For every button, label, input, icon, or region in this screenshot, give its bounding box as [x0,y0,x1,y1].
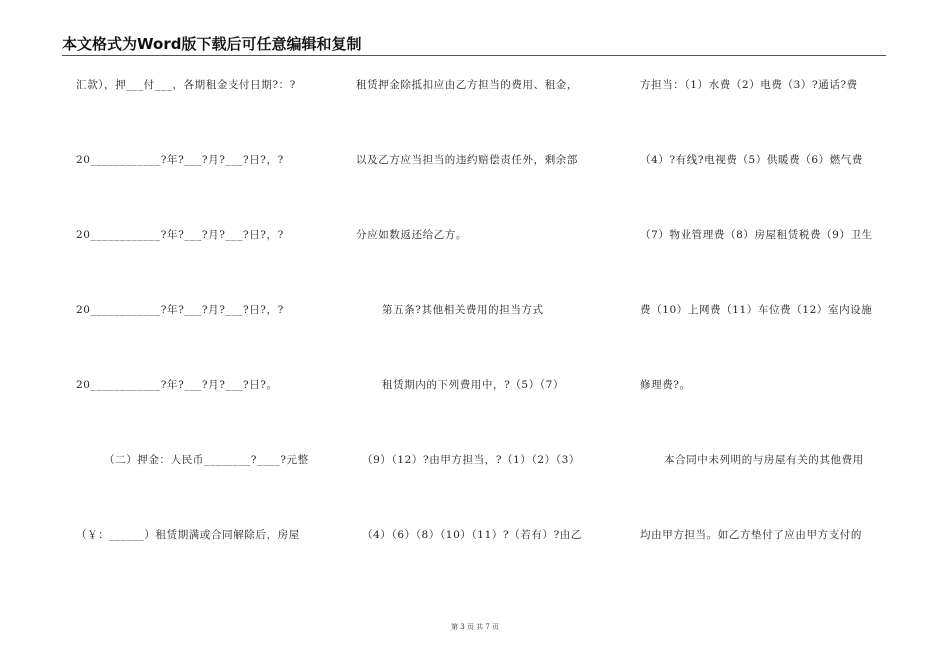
text-line: （二）押金：人民币________?____?元整 [104,454,309,466]
text-line: 以及乙方应当担当的违约赔偿责任外，剩余部 [356,154,578,166]
text-line: 费（10）上网费（11）车位费（12）室内设施 [640,304,873,316]
text-line: （￥：______）租赁期满或合同解除后，房屋 [76,529,300,541]
text-line: 均由甲方担当。如乙方垫付了应由甲方支付的 [640,529,862,541]
text-line: 分应如数返还给乙方。 [356,229,467,241]
text-column-middle [356,0,606,672]
text-line: 修理费?。 [640,379,691,391]
text-line: （4）?有线?电视费（5）供暖费（6）燃气费 [640,154,863,166]
text-line: 租赁期内的下列费用中，?（5）（7） [382,379,565,391]
text-line: 20____________?年?___?月?___?日?，? [76,154,284,166]
text-line: 租赁押金除抵扣应由乙方担当的费用、租金， [356,79,578,91]
text-line: 本合同中未列明的与房屋有关的其他费用 [664,454,864,466]
text-column-left [76,0,326,672]
text-line: 20____________?年?___?月?___?日?。 [76,379,278,391]
text-line: 20____________?年?___?月?___?日?，? [76,304,284,316]
text-column-right [636,0,886,672]
text-line: （7）物业管理费（8）房屋租赁税费（9）卫生 [640,229,873,241]
section-heading: 第五条?其他相关费用的担当方式 [382,304,544,316]
text-line: 汇款），押___付___，各期租金支付日期?：? [76,79,296,91]
text-line: 20____________?年?___?月?___?日?，? [76,229,284,241]
header-title: 本文格式为Word版下载后可任意编辑和复制 [62,35,362,53]
text-line: （9）（12）?由甲方担当，?（1）（2）（3） [362,454,580,466]
text-line: 方担当：（1）水费（2）电费（3）?通话?费 [640,79,858,91]
text-line: （4）（6）（8）（10）（11）?（若有）?由乙 [362,529,583,541]
page-number: 第 3 页 共 7 页 [450,623,500,631]
